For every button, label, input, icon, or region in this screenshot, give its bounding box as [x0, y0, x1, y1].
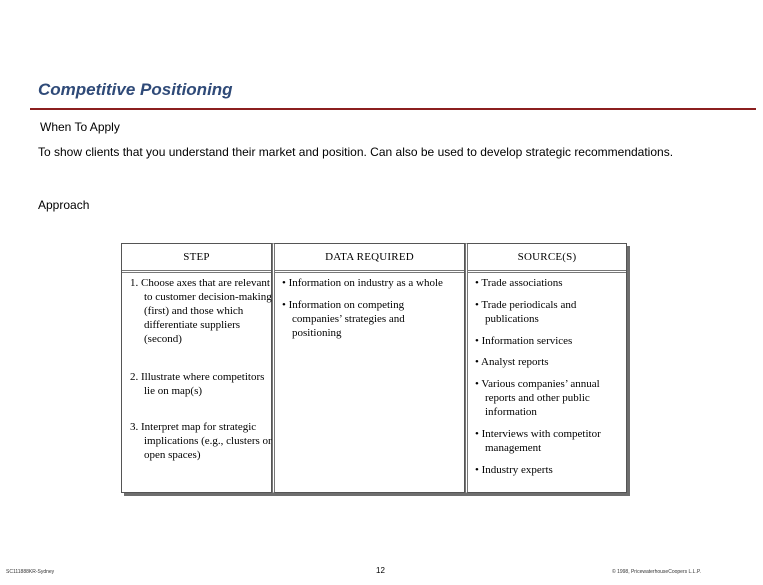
step-column [121, 243, 272, 493]
step-1: 1. Choose axes that are relevant to customer decision-making (first) and those which differentiate suppliers (second) [130, 277, 272, 345]
source-item: • Industry experts [475, 464, 553, 476]
step-header: STEP [122, 244, 271, 273]
footer-copyright: © 1998, PricewaterhouseCoopers L.L.P. [612, 569, 701, 575]
title-divider [30, 108, 756, 110]
source-item: • Various companies’ annual reports and other public information [475, 378, 600, 418]
bullet-icon: • [282, 299, 286, 311]
source-item: • Trade associations [475, 277, 563, 289]
source-item: • Analyst reports [475, 356, 549, 368]
data-item: • Information on competing companies’ strategies and positioning [282, 299, 405, 339]
footer-code: SC111888KR-Sydney [6, 569, 55, 575]
page-number: 12 [376, 566, 385, 575]
step-2: 2. Illustrate where competitors lie on map(s) [130, 371, 265, 397]
approach-heading: Approach [38, 198, 90, 212]
sources-column [465, 243, 627, 493]
bullet-icon: • [475, 299, 479, 311]
data-item: • Information on industry as a whole [282, 277, 443, 289]
bullet-icon: • [282, 277, 286, 289]
data-required-header: DATA REQUIRED [275, 244, 464, 273]
bullet-icon: • [475, 464, 479, 476]
when-to-apply-text: To show clients that you understand their market and position. Can also be used to develop strategic recommendations. [38, 145, 674, 159]
page-title: Competitive Positioning [38, 80, 233, 99]
bullet-icon: • [475, 378, 479, 390]
source-item: • Interviews with competitor management [475, 428, 601, 454]
sources-header: SOURCE(S) [468, 244, 626, 273]
source-item: • Information services [475, 335, 573, 347]
bullet-icon: • [475, 356, 479, 368]
when-to-apply-heading: When To Apply [40, 120, 120, 134]
approach-table [121, 243, 627, 493]
bullet-icon: • [475, 428, 479, 440]
bullet-icon: • [475, 335, 479, 347]
data-required-column [272, 243, 465, 493]
source-item: • Trade periodicals and publications [475, 299, 577, 325]
step-3: 3. Interpret map for strategic implications (e.g., clusters or open spaces) [130, 421, 272, 461]
bullet-icon: • [475, 277, 479, 289]
